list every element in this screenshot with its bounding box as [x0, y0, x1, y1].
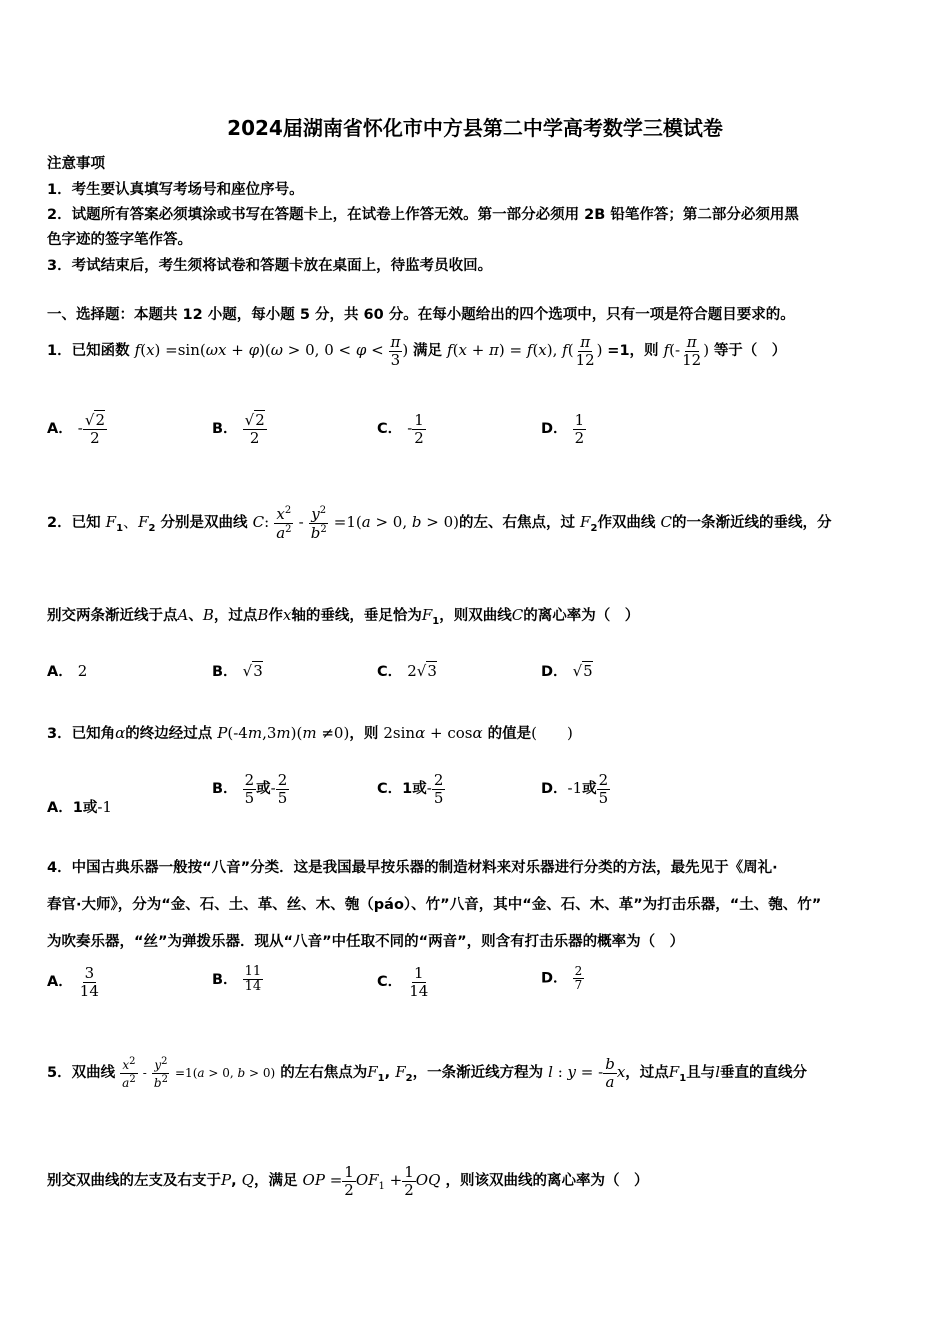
q1-mid: 满足 — [412, 343, 442, 359]
page-title: 2024届湖南省怀化市中方县第二中学高考数学三模试卷 — [227, 116, 723, 140]
q1-prefix: 1．已知函数 — [47, 343, 130, 359]
question-3: 3．已知角α的终边经过点 P(-4m,3m)(m ≠0)，则 2sinα + cosα 的值是( ) — [47, 724, 573, 742]
q1-option-b[interactable]: B． $\frac{√2}{2}$ — [212, 411, 265, 447]
question-5-line2: 别交双曲线的左支及右支于P, Q，满足 OP = $\frac{1}{2}$ $OF_1$ + $\frac{1}{2}$ OQ ，则该双曲线的离心率为（ ） — [47, 1163, 649, 1199]
question-4-line3: 为吹奏乐器，“丝”为弹拨乐器．现从“八音”中任取不同的“两音”，则含有打击乐器的概率为（ ） — [47, 934, 685, 950]
q3-option-d[interactable]: D．-1或 $\frac{2}{5}$ — [541, 771, 609, 807]
notice-item-3: 3．考试结束后，考生须将试卷和答题卡放在桌面上，待监考员收回。 — [47, 258, 493, 274]
q4-option-d[interactable]: D． $\frac{2}{7}$ — [541, 964, 583, 993]
q1-option-c[interactable]: C． - $\frac{1}{2}$ — [377, 411, 424, 447]
q1-suffix: 等于（ ） — [713, 343, 787, 359]
q4-option-c[interactable]: C． $\frac{1}{14}$ — [377, 964, 429, 1000]
question-4-line1: 4．中国古典乐器一般按“八音”分类．这是我国最早按乐器的制造材料来对乐器进行分类的方法，最先见于《周礼· — [47, 860, 778, 876]
notice-item-2-cont: 色字迹的签字笔作答。 — [47, 232, 192, 248]
notice-item-1: 1．考生要认真填写考场号和座位序号。 — [47, 182, 304, 198]
q4-option-a[interactable]: A． $\frac{3}{14}$ — [47, 964, 99, 1000]
q2-option-d[interactable]: D． √5 — [541, 662, 593, 680]
q1-condition: f(x + π) = f(x), f( $\frac{\pi}{12}$ ) — [447, 333, 608, 369]
q1-function: f(x) =sin(ωx + φ)(ω > 0, 0 < φ < $\frac{\pi}{3}$ ) — [134, 333, 413, 369]
q4-option-b[interactable]: B． $\frac{11}{14}$ — [212, 964, 262, 995]
question-2-line1: 2．已知 $F_1$、$F_2$ 分别是双曲线 C: $\frac{x^2}{a^2}$ - $\frac{y^2}{b^2}$ =1(a > 0, b > 0)的左、右焦点，过 $F_2$作双曲线 C的一条渐近线的垂线，分 — [47, 505, 832, 542]
q1-option-a[interactable]: A． - $\frac{√2}{2}$ — [47, 411, 105, 447]
q3-option-c[interactable]: C．1或- $\frac{2}{5}$ — [377, 771, 444, 807]
question-5-line1: 5．双曲线 $\frac{x^2}{a^2}$ - $\frac{y^2}{b^2}$ =1(a > 0, b > 0) 的左右焦点为$F_1$, $F_2$，一条渐近线方程为 l : y = - $\frac{b}{a}$ x，过点$F_1$且与l垂直的直线分 — [47, 1055, 807, 1091]
q1-eq1: =1，则 — [607, 343, 659, 359]
question-1 — [47, 330, 786, 371]
q3-option-a[interactable]: A．1或-1 — [47, 798, 112, 816]
q2-option-b[interactable]: B． √3 — [212, 662, 263, 680]
question-4-line2: 春官·大师》，分为“金、石、土、革、丝、木、匏（páo）、竹”八音，其中“金、石、木、革”为打击乐器，“土、匏、竹” — [47, 897, 822, 913]
q1-ask: f(- $\frac{\pi}{12}$ ) — [663, 333, 714, 369]
q2-option-a[interactable]: A． 2 — [47, 662, 88, 680]
q1-option-d[interactable]: D． $\frac{1}{2}$ — [541, 411, 585, 447]
notice-item-2: 2．试题所有答案必须填涂或书写在答题卡上，在试卷上作答无效。第一部分必须用 2B 铅笔作答；第二部分必须用黑 — [47, 207, 799, 223]
q2-option-c[interactable]: C． 2√3 — [377, 662, 437, 680]
q3-option-b[interactable]: B． $\frac{2}{5}$ 或- $\frac{2}{5}$ — [212, 771, 288, 807]
section-heading: 一、选择题：本题共 12 小题，每小题 5 分，共 60 分。在每小题给出的四个选项中，只有一项是符合题目要求的。 — [47, 307, 795, 323]
notice-heading: 注意事项 — [47, 156, 105, 172]
question-2-line2: 别交两条渐近线于点A、B，过点B作x轴的垂线，垂足恰为$F_1$，则双曲线C的离心率为（ ） — [47, 606, 640, 627]
